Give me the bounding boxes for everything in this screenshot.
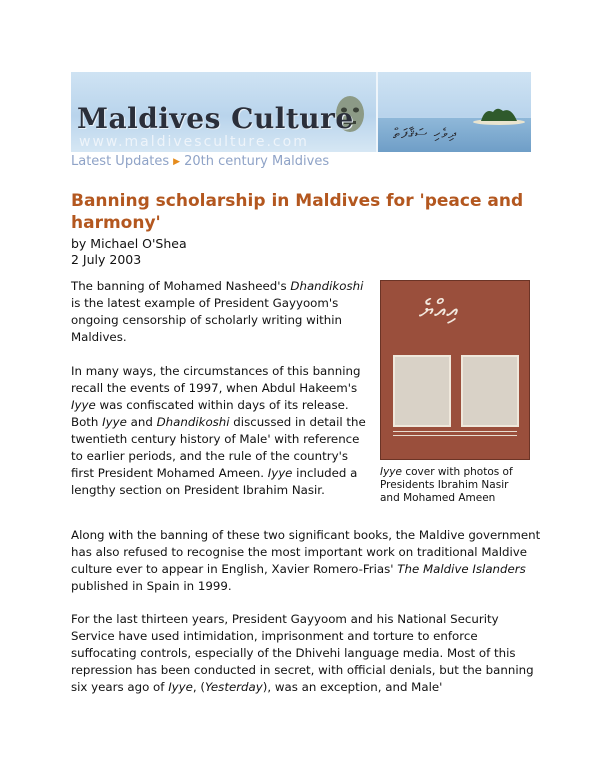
book-cover-image xyxy=(380,280,530,460)
site-url: www.maldivesculture.com xyxy=(79,134,309,150)
latest-updates-link[interactable]: Latest Updates xyxy=(71,154,170,169)
arrow-right-icon: ▶ xyxy=(173,157,181,167)
thaana-title: ދިވެހި ސަޤާފަތް xyxy=(393,126,457,142)
site-title: Maldives Culture xyxy=(77,102,354,135)
paragraph-1: The banning of Mohamed Nasheed's Dhandikoshi is the latest example of President Gayyoom's ongoing censorship of scholarly writing within Maldives. xyxy=(71,279,364,344)
byline xyxy=(71,236,187,268)
author: by Michael O'Shea xyxy=(71,236,187,251)
cover-title: އިއްޔެ xyxy=(419,295,459,325)
paragraph-2: In many ways, the circumstances of this banning recall the events of 1997, when Abdul Hakeem's Iyye was confiscated within days of its release. Both Iyye and Dhandikoshi discussed in detail the twentieth century history of Male' with reference to earlier periods, and the rule of the country's first President Mohamed Ameen. Iyye included a lengthy section on President Ibrahim Nasir. xyxy=(71,364,366,497)
cover-caption-lines xyxy=(393,431,517,436)
figure-caption: Iyye cover with photos of Presidents Ibrahim Nasir and Mohamed Ameen xyxy=(380,466,513,504)
portrait-photo-right xyxy=(461,355,519,427)
island-icon xyxy=(471,102,527,126)
portrait-photo-left xyxy=(393,355,451,427)
article-title: Banning scholarship in Maldives for 'peace and harmony' xyxy=(71,191,524,233)
date: 2 July 2003 xyxy=(71,252,142,267)
book-cover-figure xyxy=(380,280,530,505)
paragraph-3: Along with the banning of these two significant books, the Maldive government has also refused to recognise the most important work on traditional Maldive culture ever to appear in English, Xavier Romero-Frias' The Maldive Islanders published in Spain in 1999. xyxy=(71,528,541,593)
breadcrumb xyxy=(71,154,329,169)
section-link[interactable]: 20th century Maldives xyxy=(184,154,330,169)
site-banner[interactable] xyxy=(71,72,531,152)
paragraph-4: For the last thirteen years, President Gayyoom and his National Security Service have used intimidation, imprisonment and torture to enforce suffocating controls, especially of the Dhivehi language media. Most of this repression has been conducted in secret, with official denials, but the banning six years ago of Iyye, (Yesterday), was an exception, and Male' xyxy=(71,612,534,694)
